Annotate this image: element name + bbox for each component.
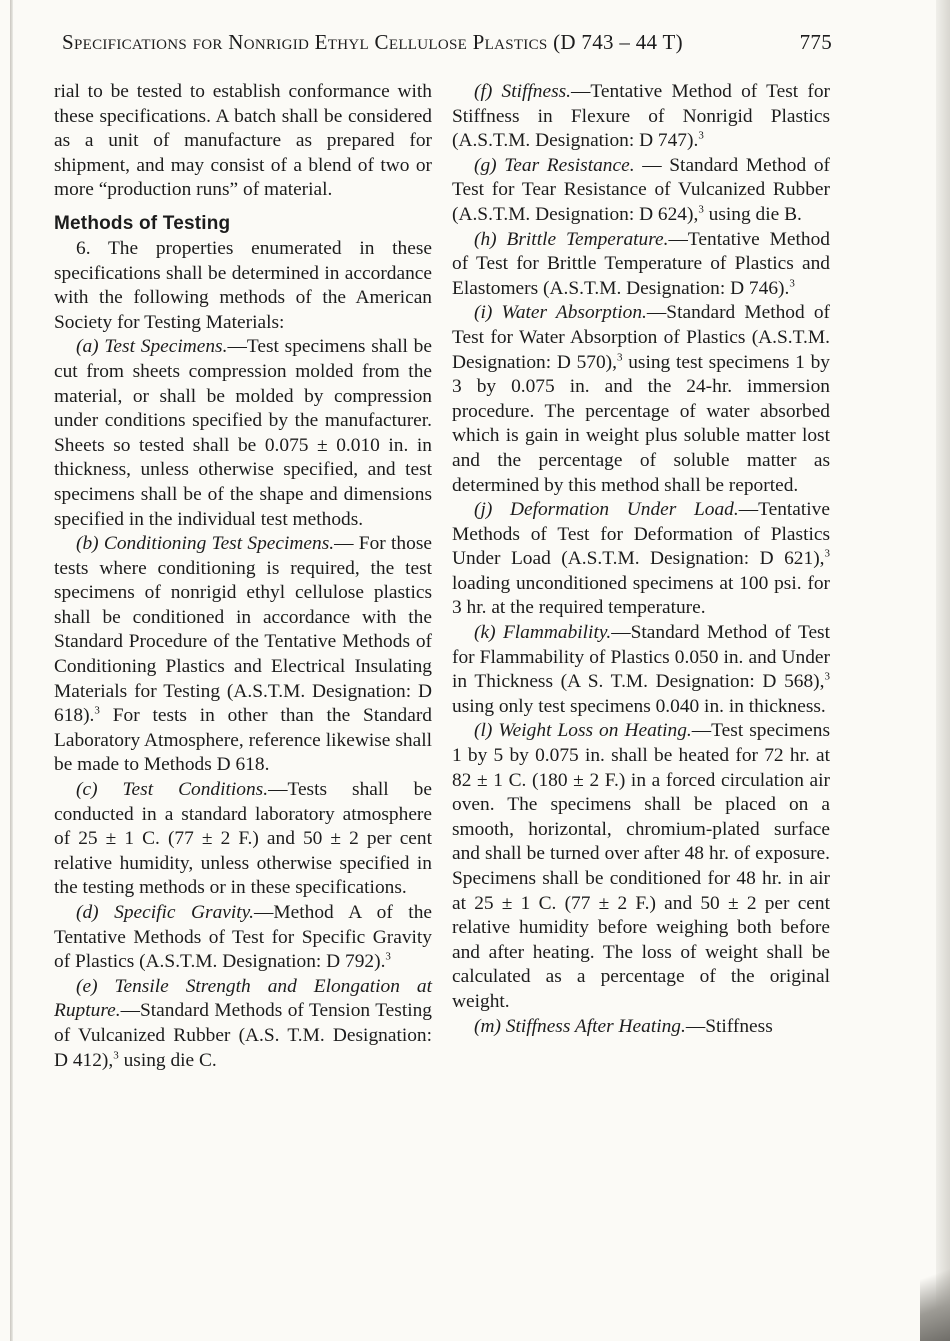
running-title: Specifications for Nonrigid Ethyl Cellulose Plastics (D 743 – 44 T): [62, 30, 683, 54]
item-text: loading unconditioned specimens at 100 psi. for 3 hr. at the required temperature.: [452, 572, 830, 619]
scan-right-edge: [936, 0, 950, 1341]
page-number: 775: [799, 30, 832, 54]
item-text: —Test specimens shall be cut from sheets compression molded from the material, or shall be molded by compression under conditions specified by the manufacturer. Sheets so tested shall be 0.075 ± 0.010 in. in thickness, unless otherwise specified, and test specimens shall be of the shape and dimensions specified in the individual test methods.: [54, 336, 432, 530]
item-g: [452, 154, 830, 228]
item-text: —Standard Method of Test for Water Absorption of Plastics (A.S.T.M. Designation: D 570),: [452, 302, 830, 373]
item-text: —Tentative Methods of Test for Deformation of Plastics Under Load (A.S.T.M. Designation: D 621),: [452, 499, 830, 570]
left-column: [54, 80, 432, 1073]
item-c: [54, 778, 432, 901]
item-d: [54, 901, 432, 975]
footnote-ref: 3: [698, 203, 704, 216]
item-label: (a) Test Specimens.: [76, 336, 228, 358]
item-text: —Method A of the Tentative Methods of Test for Specific Gravity of Plastics (A.S.T.M. Designation: D 792).: [54, 902, 432, 973]
item-label: (g) Tear Resistance.: [474, 154, 635, 176]
footnote-ref: 3: [698, 129, 704, 142]
paragraph-text: 6. The properties enumerated in these specifications shall be determined in accordance with the following methods of the American Society for Testing Materials:: [54, 237, 432, 333]
footnote-ref: 3: [789, 277, 795, 290]
item-k: [452, 621, 830, 719]
item-label: (l) Weight Loss on Heating.: [474, 720, 692, 742]
footnote-ref: 3: [824, 547, 830, 560]
item-label: (f) Stiffness.: [474, 81, 572, 102]
item-m: [452, 1015, 830, 1040]
running-header: [62, 30, 832, 55]
item-label: (h) Brittle Temperature.: [474, 228, 669, 250]
item-label: (m) Stiffness After Heating.: [474, 1015, 686, 1037]
paragraph-text: rial to be tested to establish conformance with these specifications. A batch shall be considered as a unit of manufacture as prepared for shipment, and may consist of a blend of two or more “production runs” of material.: [54, 81, 432, 201]
item-text: using test specimens 1 by 3 by 0.075 in. and the 24-hr. immersion procedure. The percentage of water absorbed which is gain in weight plus soluble matter lost and the percentage of soluble matter as determined by this method shall be reported.: [452, 351, 831, 496]
item-l: [452, 719, 830, 1014]
item-text: —Tentative Method of Test for Stiffness in Flexure of Nonrigid Plastics (A.S.T.M. Designation: D 747).: [452, 81, 830, 152]
item-label: (k) Flammability.: [474, 622, 612, 644]
item-a: [54, 335, 432, 532]
continued-paragraph: [54, 80, 432, 203]
item-j: [452, 498, 830, 621]
item-text: —Standard Method of Test for Flammability of Plastics 0.050 in. and Under in Thickness (A S. T.M. Designation: D 568),: [452, 622, 830, 693]
footnote-ref: 3: [94, 704, 100, 717]
item-label: (i) Water Absorption.: [474, 302, 647, 324]
footnote-ref: 3: [616, 351, 623, 364]
item-label: (b) Conditioning Test Specimens.: [76, 533, 335, 555]
item-text: For tests in other than the Standard Laboratory Atmosphere, reference likewise shall be made to Methods D 618.: [54, 705, 432, 776]
right-column: [452, 80, 830, 1039]
page-corner-curl: [920, 1231, 950, 1341]
item-label: (c) Test Conditions.: [76, 779, 269, 801]
footnote-ref: 3: [113, 1049, 119, 1062]
item-text: — Standard Method of Test for Tear Resistance of Vulcanized Rubber (A.S.T.M. Designation: D 624),: [452, 154, 830, 225]
item-text: —Test specimens 1 by 5 by 0.075 in. shall be heated for 72 hr. at 82 ± 1 C. (180 ± 2 F.) in a forced circulation air oven. The specimens shall be placed on a smooth, horizontal, chromium-plated surface and shall be turned over after 48 hr. of exposure. Specimens shall be conditioned for 48 hr. in air at 25 ± 1 C. (77 ± 2 F.) and 50 ± 2 per cent relative humidity before weighing both before and after heating. The loss of weight shall be calculated as a percentage of the original weight.: [452, 720, 830, 1012]
section-heading: Methods of Testing: [54, 212, 231, 234]
item-text: using only test specimens 0.040 in. in thickness.: [452, 695, 826, 717]
item-label: (d) Specific Gravity.: [76, 902, 255, 923]
item-text: —Tentative Method of Test for Brittle Temperature of Plastics and Elastomers (A.S.T.M. Designation: D 746).: [452, 228, 831, 299]
item-text: —Tests shall be conducted in a standard laboratory atmosphere of 25 ± 1 C. (77 ± 2 F.) and 50 ± 2 per cent relative humidity, unless otherwise specified in the testing methods or in these specifications.: [54, 779, 432, 899]
item-text: using die B.: [703, 203, 802, 225]
item-label: (j) Deformation Under Load.: [474, 499, 739, 521]
footnote-ref: 3: [385, 950, 391, 963]
item-b: [54, 532, 432, 778]
paragraph-6: [54, 237, 432, 335]
item-text: — For those tests where conditioning is required, the test specimens of nonrigid ethyl cellulose plastics shall be conditioned in accordance with the Standard Procedure of the Tentative Methods of Conditioning Plastics and Electrical Insulating Materials for Testing (A.S.T.M. Designation: D 618).: [54, 533, 432, 727]
item-h: [452, 228, 830, 302]
item-text: —Standard Methods of Tension Testing of Vulcanized Rubber (A.S. T.M. Designation: D 412),: [54, 1000, 432, 1071]
item-i: [452, 301, 830, 498]
item-e: [54, 975, 432, 1073]
item-text: —Stiffness: [685, 1015, 773, 1037]
footnote-ref: 3: [824, 670, 830, 683]
item-text: using die C.: [118, 1049, 217, 1071]
item-label: (e) Tensile Strength and Elongation at Rupture.: [54, 975, 432, 1022]
scan-left-edge: [10, 0, 13, 1341]
item-f: [452, 80, 830, 154]
